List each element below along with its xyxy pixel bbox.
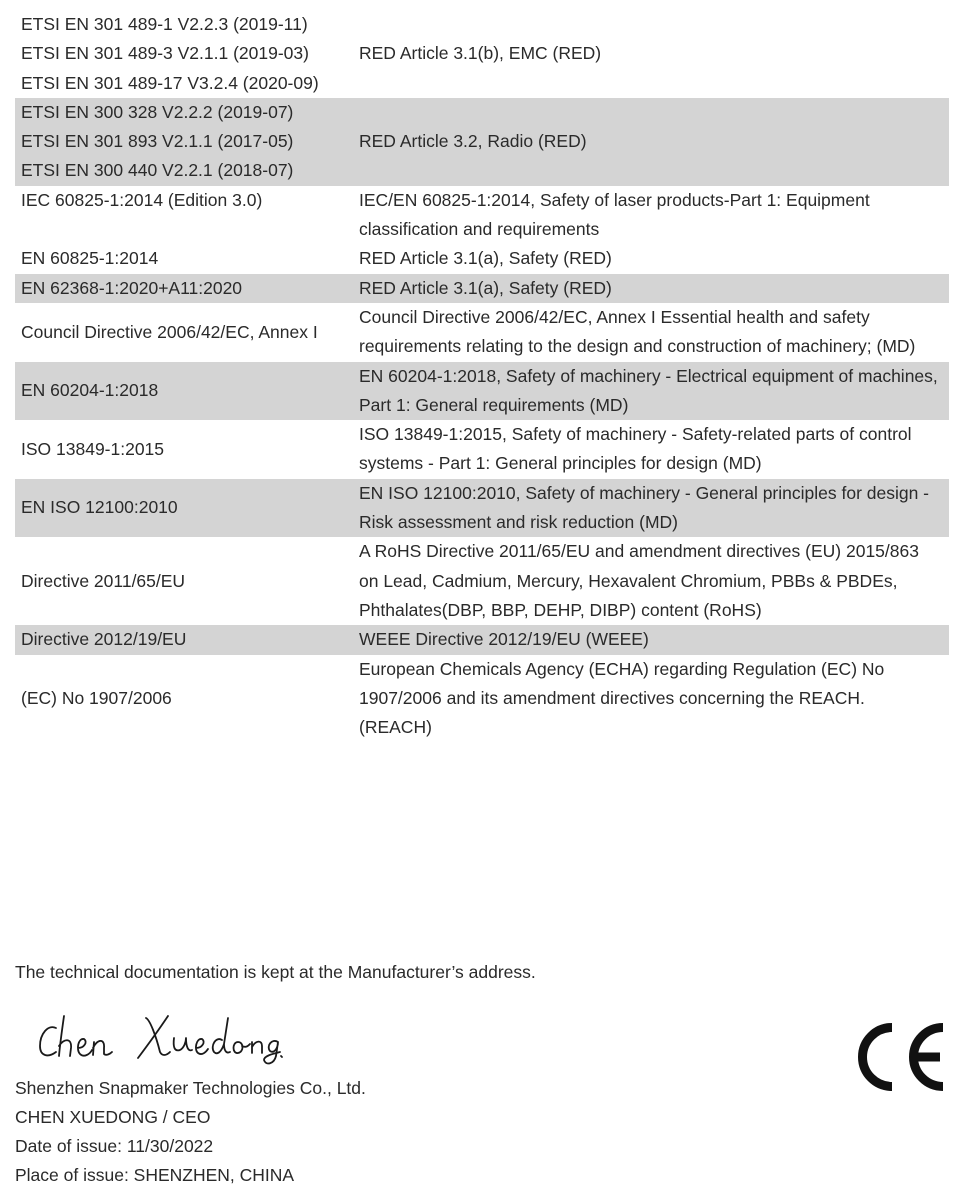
- technical-documentation-note: The technical documentation is kept at the Manufacturer’s address.: [15, 962, 536, 982]
- signature-image: [34, 1006, 284, 1066]
- description-cell: RED Article 3.1(a), Safety (RED): [359, 248, 612, 269]
- table-row: [15, 537, 949, 625]
- description-cell: European Chemicals Agency (ECHA) regarding Regulation (EC) No 1907/2006 and its amendment directives concerning the REACH. (REACH): [359, 658, 885, 738]
- table-row: [15, 362, 949, 421]
- standards-cell: ISO 13849-1:2015: [21, 438, 165, 459]
- table-row: [15, 98, 949, 186]
- description-cell: RED Article 3.1(a), Safety (RED): [353, 274, 949, 303]
- standard-line: ETSI EN 301 489-17 V3.2.4 (2020-09): [21, 72, 319, 93]
- table-row: [15, 420, 949, 479]
- standards-cell: Directive 2011/65/EU: [21, 570, 186, 591]
- table-row: [15, 625, 949, 654]
- table-row: [15, 10, 949, 98]
- standards-table: [15, 10, 949, 742]
- description-cell: EN 60204-1:2018, Safety of machinery - Electrical equipment of machines, Part 1: General requirements (MD): [353, 362, 949, 421]
- table-row: [15, 244, 949, 273]
- table-row: [15, 274, 949, 303]
- table-row: [15, 186, 949, 245]
- table-row: [15, 303, 949, 362]
- signatory-name: CHEN XUEDONG / CEO: [15, 1107, 211, 1127]
- standard-line: ETSI EN 301 489-1 V2.2.3 (2019-11): [21, 14, 308, 34]
- standards-cell: IEC 60825-1:2014 (Edition 3.0): [21, 189, 263, 210]
- table-row: [15, 479, 949, 538]
- description-cell: A RoHS Directive 2011/65/EU and amendment directives (EU) 2015/863 on Lead, Cadmium, Mercury, Hexavalent Chromium, PBBs & PBDEs, Phthalates(DBP, BBP, DEHP, DIBP) content (RoHS): [359, 541, 919, 620]
- description-cell: IEC/EN 60825-1:2014, Safety of laser products-Part 1: Equipment classification and requirements: [359, 189, 870, 240]
- company-name: Shenzhen Snapmaker Technologies Co., Ltd.: [15, 1078, 366, 1098]
- standards-cell: [15, 10, 353, 98]
- standard-line: ETSI EN 301 893 V2.1.1 (2017-05): [21, 131, 294, 152]
- issuer-block: [15, 1074, 366, 1190]
- description-cell: ISO 13849-1:2015, Safety of machinery - Safety-related parts of control systems - Part 1: General principles for design (MD): [359, 424, 912, 474]
- table-row: [15, 655, 949, 743]
- standard-line: ETSI EN 301 489-3 V2.1.1 (2019-03): [21, 43, 309, 64]
- standards-cell: EN 62368-1:2020+A11:2020: [15, 274, 353, 303]
- standards-cell: EN 60204-1:2018: [15, 362, 353, 421]
- standards-cell: [15, 98, 353, 186]
- standard-line: ETSI EN 300 440 V2.2.1 (2018-07): [21, 160, 294, 181]
- description-cell: RED Article 3.1(b), EMC (RED): [359, 43, 602, 64]
- standards-cell: Directive 2012/19/EU: [15, 625, 353, 654]
- description-cell: WEEE Directive 2012/19/EU (WEEE): [353, 625, 949, 654]
- ce-mark-icon: [850, 1023, 946, 1091]
- standards-cell: EN 60825-1:2014: [21, 248, 159, 269]
- standards-cell: (EC) No 1907/2006: [21, 687, 172, 708]
- description-cell: RED Article 3.2, Radio (RED): [353, 98, 949, 186]
- standards-cell: Council Directive 2006/42/EC, Annex I: [21, 321, 318, 342]
- standards-cell: EN ISO 12100:2010: [15, 479, 353, 538]
- standard-line: ETSI EN 300 328 V2.2.2 (2019-07): [21, 101, 294, 122]
- description-cell: Council Directive 2006/42/EC, Annex I Essential health and safety requirements relating to the design and construction of machinery; (MD): [359, 306, 916, 357]
- date-of-issue: Date of issue: 11/30/2022: [15, 1136, 214, 1156]
- description-cell: EN ISO 12100:2010, Safety of machinery - General principles for design - Risk assessment and risk reduction (MD): [353, 479, 949, 538]
- place-of-issue: Place of issue: SHENZHEN, CHINA: [15, 1165, 295, 1185]
